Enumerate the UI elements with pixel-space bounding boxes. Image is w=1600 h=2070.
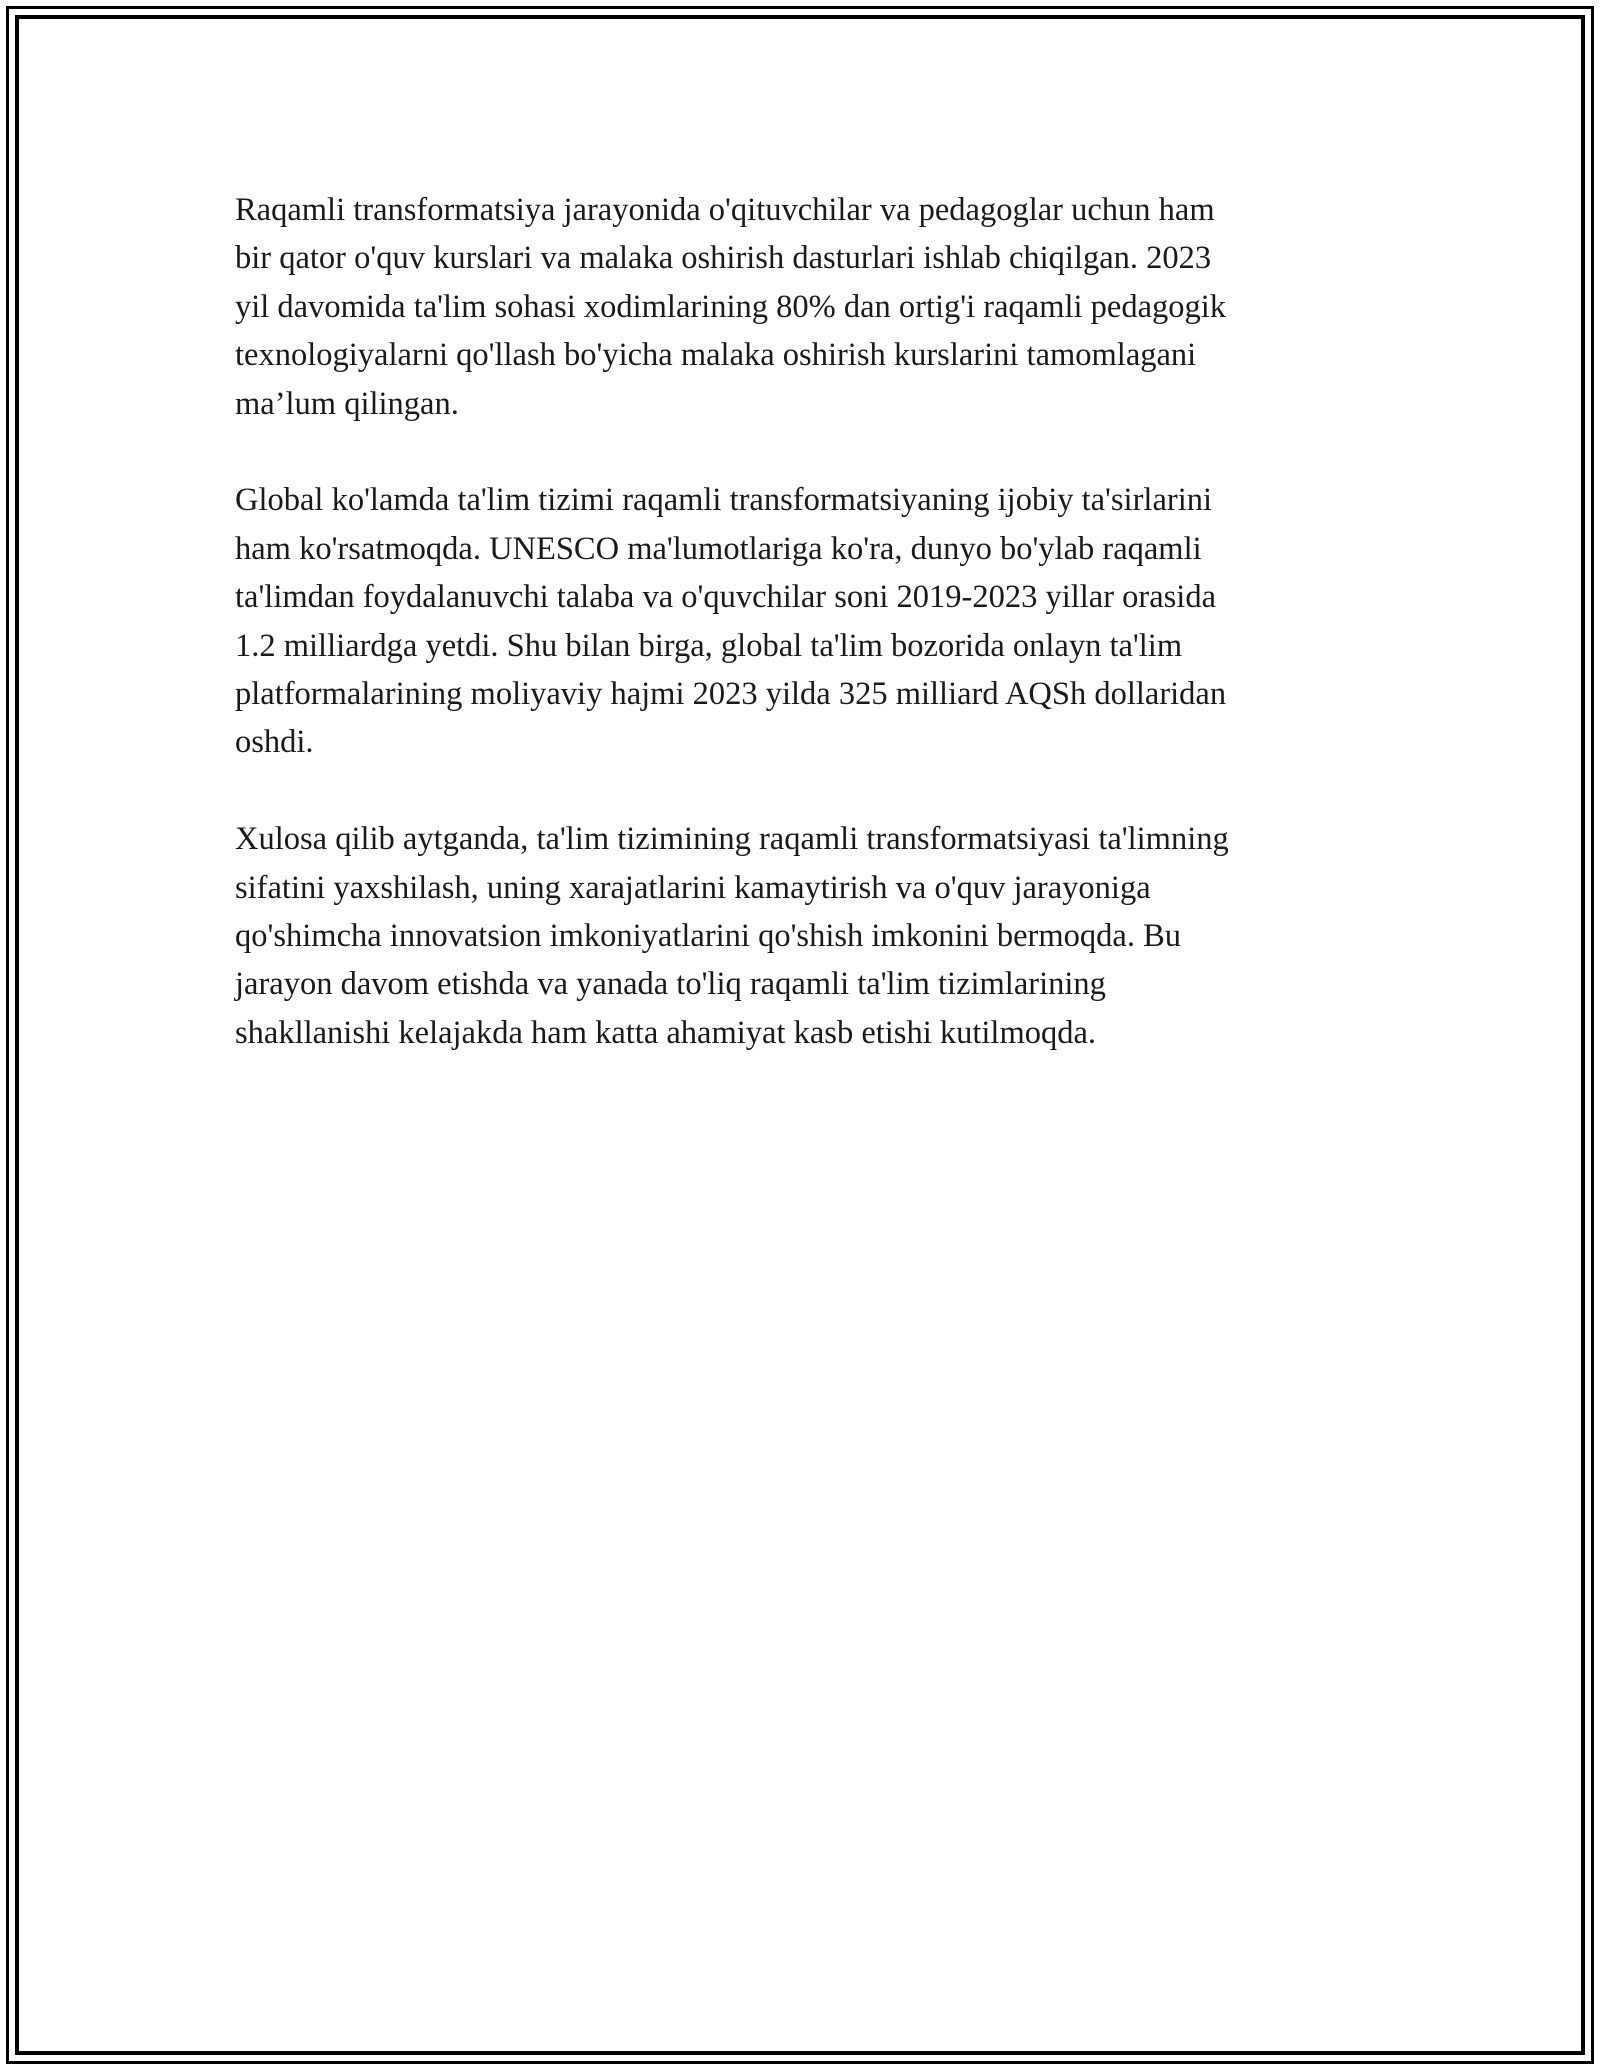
text-line: yil davomida ta'lim sohasi xodimlarining 80% dan ortig'i raqamli pedagogik: [235, 288, 1227, 325]
text-line: jarayon davom etishda va yanada to'liq raqamli ta'lim tizimlarining: [235, 966, 1106, 1003]
text-line: texnologiyalarni qo'llash bo'yicha malaka oshirish kurslarini tamomlagani: [235, 337, 1197, 374]
text-line: ta'limdan foydalanuvchi talaba va o'quvchilar soni 2019-2023 yillar orasida: [235, 579, 1217, 616]
text-line: Xulosa qilib aytganda, ta'lim tizimining raqamli transformatsiyasi ta'limning: [235, 821, 1229, 858]
text-line: oshdi.: [235, 724, 314, 761]
text-line: ma’lum qilingan.: [235, 385, 459, 422]
text-line: qo'shimcha innovatsion imkoniyatlarini qo'shish imkonini bermoqda. Bu: [235, 918, 1182, 955]
paragraph-2: [235, 476, 1365, 766]
text-line: bir qator o'quv kurslari va malaka oshirish dasturlari ishlab chiqilgan. 2023: [235, 240, 1212, 277]
text-line: ham ko'rsatmoqda. UNESCO ma'lumotlariga ko'ra, dunyo bo'ylab raqamli: [235, 530, 1202, 567]
text-line: shakllanishi kelajakda ham katta ahamiyat kasb etishi kutilmoqda.: [235, 1014, 1097, 1051]
text-line: sifatini yaxshilash, uning xarajatlarini kamaytirish va o'quv jarayoniga: [235, 869, 1151, 906]
paragraph-1: [235, 186, 1365, 428]
text-line: Global ko'lamda ta'lim tizimi raqamli transformatsiyaning ijobiy ta'sirlarini: [235, 482, 1212, 519]
document-body: [235, 186, 1365, 1106]
text-line: 1.2 milliardga yetdi. Shu bilan birga, global ta'lim bozorida onlayn ta'lim: [235, 627, 1183, 664]
text-line: platformalarining moliyaviy hajmi 2023 yilda 325 milliard AQSh dollaridan: [235, 676, 1227, 713]
text-line: Raqamli transformatsiya jarayonida o'qituvchilar va pedagoglar uchun ham: [235, 192, 1215, 228]
paragraph-3: [235, 815, 1365, 1057]
